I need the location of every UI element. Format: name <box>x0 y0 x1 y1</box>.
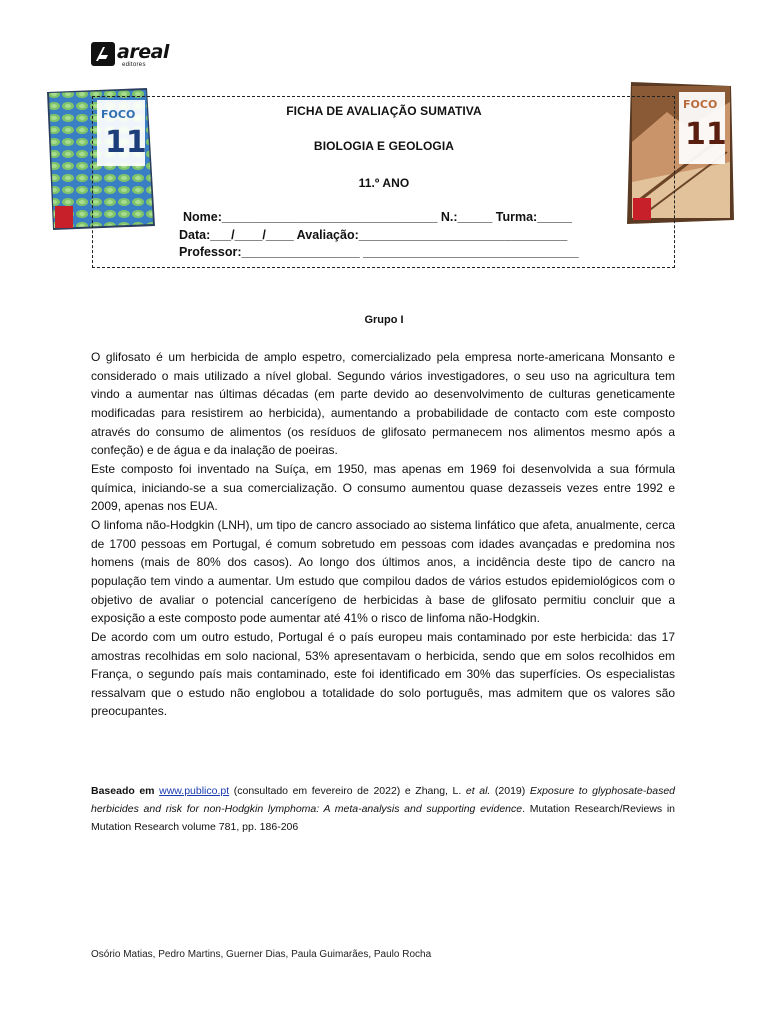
book-right-grade: 11 <box>685 117 727 152</box>
group-title: Grupo I <box>364 314 404 326</box>
book-left-title: FOCO <box>101 108 136 121</box>
logo-sub: editores <box>122 62 146 68</box>
date-field-row[interactable]: Data:___/____/____ Avaliação:______________________________ <box>179 228 568 242</box>
logo-brand: areal <box>117 41 169 63</box>
source-journal: . Mutation Research/Reviews in Mutation Research volume 781, pp. 186-206 <box>91 803 676 833</box>
book-left-grade: 11 <box>105 125 147 160</box>
paragraph: De acordo com um outro estudo, Portugal é o país europeu mais contaminado por este herbicida: das 17 amostras recolhidas em solo nacional, 53% apresentavam o herbicida, sendo que em solos recolhidos em França, o segundo país mais contaminado, este foi identificado em 30% das superfícies. Os especialistas ressalvam que o estudo não englobou a totalidade do solo português, mas admitem que os valores são preocupantes. <box>91 629 675 719</box>
school-year: 11.º ANO <box>358 176 410 190</box>
name-field-row[interactable]: Nome:_______________________________ N.:_____ Turma:_____ <box>183 210 572 224</box>
areal-logo-icon <box>91 42 115 66</box>
source-etal: et al. <box>465 785 491 797</box>
book-right-title: FOCO <box>683 98 718 111</box>
source-citation <box>91 782 675 836</box>
source-year: (2019) <box>490 785 530 797</box>
subject-title: BIOLOGIA E GEOLOGIA <box>313 139 455 153</box>
body-text <box>91 348 675 721</box>
publisher-logo <box>91 42 183 70</box>
source-lead: Baseado em <box>91 785 155 797</box>
source-link[interactable]: www.publico.pt <box>159 785 230 797</box>
paragraph: O linfoma não-Hodgkin (LNH), um tipo de cancro associado ao sistema linfático que afeta, anualmente, cerca de 1700 pessoas em Portugal, é comum sobretudo em pessoas com idades avançadas e predomina nos homens (mais de 80% dos casos). Ao longo dos últimos anos, a incidência deste tipo de cancro na população tem vindo a aumentar. Um estudo que compilou dados de vários estudos epidemiológicos com o objetivo de avaliar o potencial cancerígeno de herbicidas à base de glifosato permitiu concluir que a exposição a este composto pode aumentar até 41% o risco de linfoma não-Hodgkin. <box>91 517 675 626</box>
teacher-field-row[interactable]: Professor:_________________ _______________________________ <box>179 245 579 259</box>
source-middle: (consultado em fevereiro de 2022) e Zhang, L. <box>229 785 466 797</box>
paragraph: Este composto foi inventado na Suíça, em 1950, mas apenas em 1969 foi desenvolvida a sua fórmula química, iniciando-se a sua comercialização. O consumo aumentou quase dezasseis vezes entre 1992 e 2009, apenas nos EUA. <box>91 461 675 514</box>
authors-footer: Osório Matias, Pedro Martins, Guerner Dias, Paula Guimarães, Paulo Rocha <box>91 949 432 960</box>
source-article: Exposure to glyphosate-based herbicides and risk for non-Hodgkin lymphoma: A meta-analysis and supporting evidence <box>91 785 676 815</box>
paragraph: O glifosato é um herbicida de amplo espetro, comercializado pela empresa norte-americana Monsanto e considerado o mais utilizado a nível global. Segundo vários investigadores, o seu uso na agricultura tem vindo a aumentar nas últimas décadas (em parte devido ao desenvolvimento de culturas geneticamente modificadas para resistirem ao herbicida), aumentando a probabilidade de contacto com este composto através do consumo de alimentos (os resíduos de glifosato permanecem nos alimentos mesmo após a confeção) e de água e da inalação de poeiras. <box>91 350 675 458</box>
sheet-title: FICHA DE AVALIAÇÃO SUMATIVA <box>286 104 482 118</box>
